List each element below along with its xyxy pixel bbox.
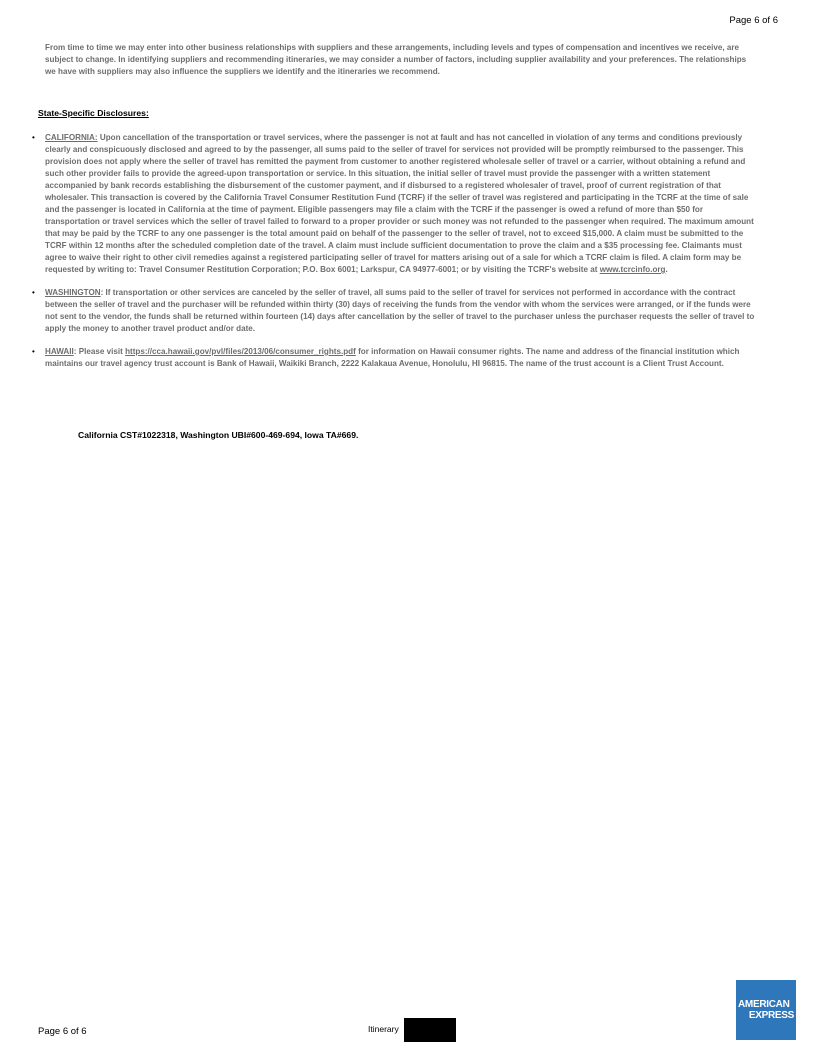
hawaii-text-end: for information on Hawaii consumer rights. The name and address of the financial institution which maintains our travel agency trust account is Bank of Hawaii, Waikiki Branch, 2222 Kalakaua Avenue, Honolulu, HI 96815. The name of the trust account is a Client Trust Account. (45, 347, 740, 368)
disclosure-item-california (32, 132, 757, 276)
supplier-relationship-paragraph: From time to time we may enter into other business relationships with suppliers and these arrangements, including levels and types of compensation and incentives we receive, are subject to change. In identifying suppliers and recommending itineraries, we may consider a number of factors, including supplier availability and your preferences. The relationships we have with suppliers may also influence the suppliers we identify and the itineraries we recommend. (45, 43, 747, 76)
header-page-number: Page 6 of 6 (729, 15, 778, 26)
license-numbers: California CST#1022318, Washington UBI#600-469-694, Iowa TA#669. (78, 430, 359, 440)
disclosure-item-hawaii (32, 346, 757, 370)
logo-line-2: EXPRESS (748, 1010, 794, 1021)
state-disclosures-heading: State-Specific Disclosures: (38, 108, 149, 118)
bullet-icon: • (32, 288, 35, 297)
washington-link[interactable]: WASHINGTON (45, 288, 101, 297)
california-text: Upon cancellation of the transportation or travel services, where the passenger is not at fault and has not cancelled in violation of any terms and conditions previously clearly and conspicuously disclosed and agreed to by the passenger, all sums paid to the seller of travel for services not provided will be promptly reimbursed to the passenger. This provision does not apply where the seller of travel has remitted the payment from customer to another registered wholesale seller of travel or a carrier, without obtaining a refund and such other provider fails to provide the agreed-upon transportation or service. In this situation, the initial seller of travel must provide the passenger with a written statement accompanied by bank records establishing the disbursement of the customer payment, and if disbursed to a registered wholesaler of travel, proof of current registration of that wholesaler. This transaction is covered by the California Travel Consumer Restitution Fund (TCRF) if the seller of travel was registered and participating in the TCRF at the time of sale and the passenger is located in California at the time of payment. Eligible passengers may file a claim with the TCRF if the passenger is owed a refund of more than $50 for transportation or travel services which the seller of travel failed to forward to a proper provider or such money was not refunded to the passenger when required. The maximum amount that may be paid by the TCRF to any one passenger is the total amount paid on behalf of the passenger to the seller of travel, not to exceed $15,000. A claim must be submitted to the TCRF within 12 months after the scheduled completion date of the travel. A claim must include sufficient documentation to prove the claim and a $35 processing fee. Claimants must agree to waive their right to other civil remedies against a registered participating seller of travel for matters arising out of a sale for which a TCRF claim is filed. A claim form may be requested by writing to: Travel Consumer Restitution Corporation; P.O. Box 6001; Larkspur, CA 94977-6001; or by visiting the TCRF's website at (45, 133, 754, 274)
bullet-icon: • (32, 133, 35, 142)
california-link[interactable]: CALIFORNIA: (45, 133, 98, 142)
washington-text: : If transportation or other services are canceled by the seller of travel, all sums paid to the seller of travel for services not performed in accordance with the contract between the seller of travel and the purchaser will be refunded within thirty (30) days of receiving the funds from the vendor with whom the services were arranged, or if the funds were not sent to the vendor, the funds shall be returned within fourteen (14) days after cancellation by the seller of travel to the purchaser unless the purchaser requests the seller of travel to apply the money to another travel product and/or date. (45, 288, 755, 333)
tcrf-website-link[interactable]: www.tcrcinfo.org (599, 265, 666, 274)
hawaii-consumer-rights-link[interactable]: https://cca.hawaii.gov/pvl/files/2013/06/consumer_rights.pdf (125, 347, 356, 356)
logo-line-1: AMERICAN (738, 999, 790, 1010)
hawaii-link[interactable]: HAWAII (45, 347, 74, 356)
bullet-icon: • (32, 347, 35, 356)
hawaii-text: : Please visit (73, 347, 126, 356)
redacted-itinerary-number (404, 1018, 456, 1042)
california-text-end: . (665, 265, 668, 274)
footer-itinerary-label: Itinerary (368, 1024, 399, 1034)
american-express-logo (736, 980, 796, 1040)
state-disclosures-list (32, 132, 757, 381)
footer-page-number: Page 6 of 6 (38, 1026, 87, 1037)
disclosure-item-washington (32, 287, 757, 335)
